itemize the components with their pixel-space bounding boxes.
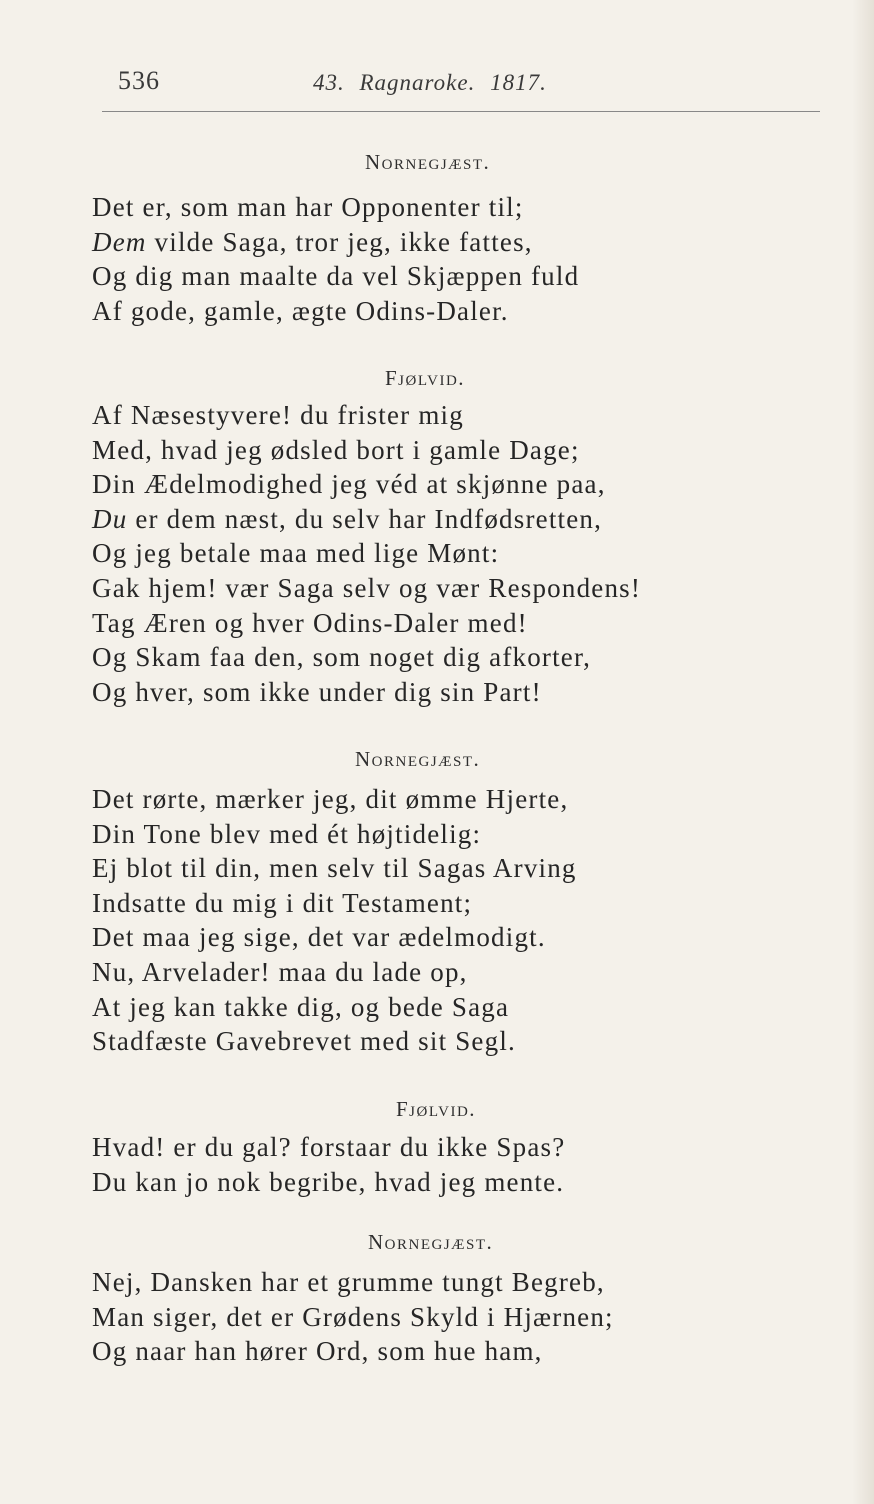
verse-line: Det rørte, mærker jeg, dit ømme Hjerte, xyxy=(92,784,569,814)
verse-line: Med, hvad jeg ødsled bort i gamle Dage; xyxy=(92,434,580,465)
chapter-year: 1817. xyxy=(490,70,547,95)
speaker-name: Nornegjæst. xyxy=(368,1230,494,1254)
verse-line: Ej blot til din, men selv til Sagas Arving xyxy=(92,853,577,884)
verse-line: Dem vilde Saga, tror jeg, ikke fattes, xyxy=(92,226,533,257)
verse-line: Man siger, det er Grødens Skyld i Hjærnen; xyxy=(92,1301,614,1332)
verse-block xyxy=(92,190,579,328)
verse-line: Indsatte du mig i dit Testament; xyxy=(92,887,473,918)
page-edge-shadow xyxy=(852,0,874,1504)
verse-line: Af gode, gamle, ægte Odins-Daler. xyxy=(92,295,509,326)
speaker-name: Fjølvid. xyxy=(385,366,466,390)
speaker-name: Fjølvid. xyxy=(396,1097,477,1121)
verse-block xyxy=(92,1130,565,1199)
speaker-name: Nornegjæst. xyxy=(355,747,481,771)
verse-line: Du kan jo nok begribe, hvad jeg mente. xyxy=(92,1166,565,1197)
verse-block xyxy=(92,782,577,1059)
verse-line: Gak hjem! vær Saga selv og vær Respondens! xyxy=(92,572,642,603)
verse-line: Og naar han hører Ord, som hue ham, xyxy=(92,1336,543,1367)
verse-line: Stadfæste Gavebrevet med sit Segl. xyxy=(92,1026,516,1057)
verse-line: Og jeg betale maa med lige Mønt: xyxy=(92,538,500,569)
verse-line: Tag Æren og hver Odins-Daler med! xyxy=(92,607,528,638)
verse-line: Og dig man maalte da vel Skjæppen fuld xyxy=(92,261,580,292)
page-header xyxy=(118,66,818,106)
verse-line: Hvad! er du gal? forstaar du ikke Spas? xyxy=(92,1132,566,1162)
verse-line: Din Ædelmodighed jeg véd at skjønne paa, xyxy=(92,469,606,500)
running-title xyxy=(313,70,555,96)
page-number: 536 xyxy=(118,66,160,95)
verse-line: Din Tone blev med ét højtidelig: xyxy=(92,818,482,849)
verse-line: Det maa jeg sige, det var ædelmodigt. xyxy=(92,922,546,953)
speaker-name: Nornegjæst. xyxy=(365,150,491,174)
verse-line: Du er dem næst, du selv har Indfødsretten, xyxy=(92,503,603,534)
verse-block xyxy=(92,398,641,709)
verse-line: Af Næsestyvere! du frister mig xyxy=(92,400,464,430)
header-rule xyxy=(102,111,820,112)
verse-line: Og hver, som ikke under dig sin Part! xyxy=(92,676,542,707)
verse-line: At jeg kan takke dig, og bede Saga xyxy=(92,991,510,1022)
verse-line: Og Skam faa den, som noget dig afkorter, xyxy=(92,642,592,673)
verse-line: Det er, som man har Opponenter til; xyxy=(92,192,524,222)
chapter-title: Ragnaroke. xyxy=(359,70,476,95)
verse-block xyxy=(92,1265,614,1369)
chapter-number: 43. xyxy=(313,70,345,95)
verse-line: Nu, Arvelader! maa du lade op, xyxy=(92,956,468,987)
verse-line: Nej, Dansken har et grumme tungt Begreb, xyxy=(92,1267,605,1297)
